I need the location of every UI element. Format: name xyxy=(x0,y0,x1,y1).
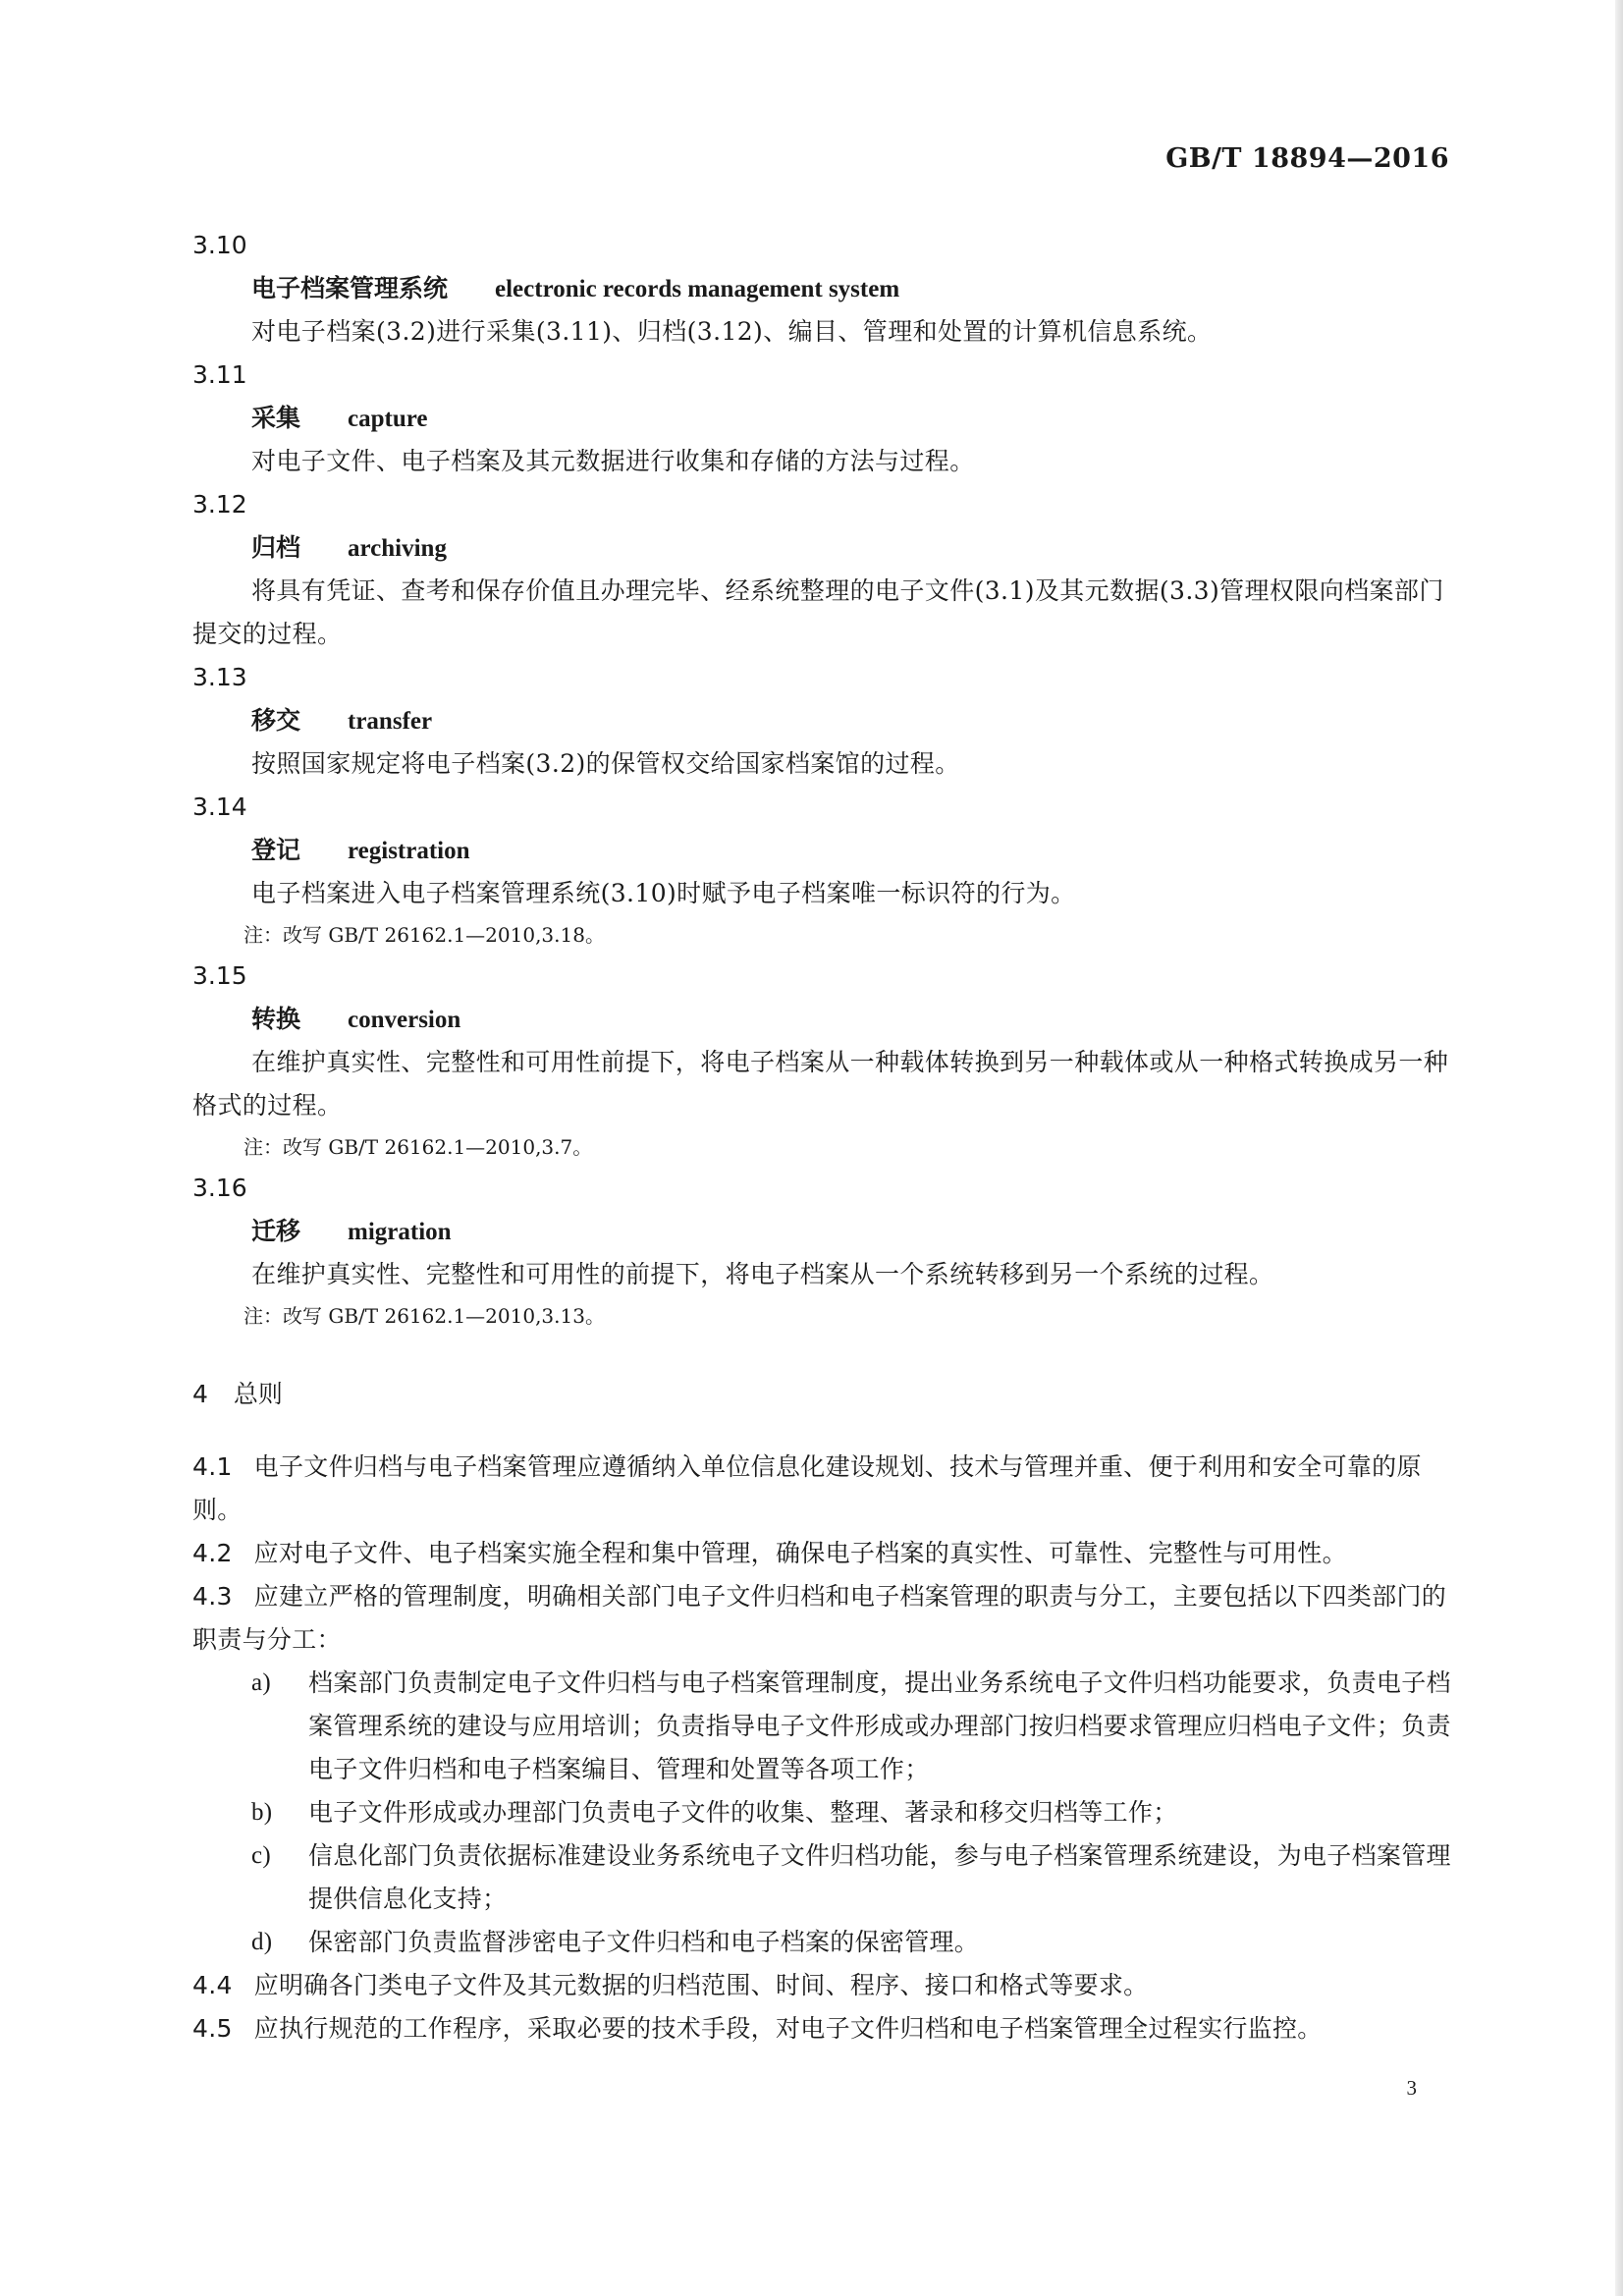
term-number: 3.10 xyxy=(192,231,247,259)
list-item-letter: c) xyxy=(251,1842,272,1869)
term-zh: 采集 xyxy=(251,404,301,432)
section-title: 总则 xyxy=(233,1380,283,1408)
term-en: archiving xyxy=(348,535,447,562)
clause-4-4 xyxy=(192,1964,1451,2007)
list-item-text: 保密部门负责监督涉密电子文件归档和电子档案的保密管理。 xyxy=(308,1928,980,1956)
term-definition: 对电子文件、电子档案及其元数据进行收集和存储的方法与过程。 xyxy=(251,447,975,475)
clause-text: 应执行规范的工作程序，采取必要的技术手段，对电子文件归档和电子档案管理全过程实行监控。 xyxy=(253,2014,1323,2043)
term-number: 3.16 xyxy=(192,1174,247,1202)
term-title xyxy=(192,1210,1451,1253)
term-zh: 移交 xyxy=(251,706,301,735)
list-item xyxy=(251,1791,1451,1834)
term-en: migration xyxy=(348,1219,452,1245)
term-definition: 在维护真实性、完整性和可用性前提下，将电子档案从一种载体转换到另一种载体或从一种格式转换成另一种格式的过程。 xyxy=(192,1048,1449,1120)
term-definition: 电子档案进入电子档案管理系统(3.10)时赋予电子档案唯一标识符的行为。 xyxy=(251,879,1076,907)
term-zh: 转换 xyxy=(251,1005,301,1033)
clause-number: 4.2 xyxy=(192,1539,233,1567)
list-item-text: 档案部门负责制定电子文件归档与电子档案管理制度，提出业务系统电子文件归档功能要求，负责电子档案管理系统的建设与应用培训；负责指导电子文件形成或办理部门按归档要求管理应归档电子文件；负责电子文件归档和电子档案编目、管理和处置等各项工作； xyxy=(308,1668,1451,1783)
page-number: 3 xyxy=(1406,2076,1417,2100)
list-item-letter: d) xyxy=(251,1929,273,1955)
clause-4-1 xyxy=(192,1446,1451,1532)
term-definition: 将具有凭证、查考和保存价值且办理完毕、经系统整理的电子文件(3.1)及其元数据(3.3)管理权限向档案部门提交的过程。 xyxy=(192,576,1444,648)
list-item-letter: a) xyxy=(251,1669,272,1696)
section-heading xyxy=(192,1373,1451,1416)
list-item-text: 信息化部门负责依据标准建设业务系统电子文件归档功能，参与电子档案管理系统建设，为电子档案管理提供信息化支持； xyxy=(308,1841,1451,1913)
term-definition: 按照国家规定将电子档案(3.2)的保管权交给国家档案馆的过程。 xyxy=(251,749,960,778)
term-en: capture xyxy=(348,406,428,432)
term-number: 3.14 xyxy=(192,793,247,821)
clause-number: 4.3 xyxy=(192,1582,233,1611)
term-en: conversion xyxy=(348,1007,461,1033)
clause-4-2 xyxy=(192,1532,1451,1575)
term-title xyxy=(192,699,1451,742)
clause-4-3 xyxy=(192,1575,1451,1662)
term-number: 3.13 xyxy=(192,663,247,691)
list-item-letter: b) xyxy=(251,1799,273,1826)
term-definition: 在维护真实性、完整性和可用性的前提下，将电子档案从一个系统转移到另一个系统的过程。 xyxy=(251,1260,1274,1288)
term-zh: 归档 xyxy=(251,533,301,562)
clause-4-5 xyxy=(192,2007,1451,2050)
term-number: 3.15 xyxy=(192,961,247,990)
term-en: transfer xyxy=(348,708,433,735)
term-zh: 电子档案管理系统 xyxy=(251,274,449,302)
term-zh: 登记 xyxy=(251,836,301,864)
clause-text: 应对电子文件、电子档案实施全程和集中管理，确保电子档案的真实性、可靠性、完整性与可用性。 xyxy=(253,1539,1347,1567)
term-title xyxy=(192,998,1451,1041)
standard-code: GB/T 18894—2016 xyxy=(1165,143,1449,174)
list-item xyxy=(251,1662,1451,1791)
term-note: 注：改写 GB/T 26162.1—2010,3.13。 xyxy=(243,1304,605,1328)
clause-4-3-list xyxy=(192,1662,1451,1964)
term-note: 注：改写 GB/T 26162.1—2010,3.7。 xyxy=(243,1135,593,1159)
term-en: registration xyxy=(348,838,470,864)
clause-text: 应明确各门类电子文件及其元数据的归档范围、时间、程序、接口和格式等要求。 xyxy=(253,1971,1149,1999)
list-item xyxy=(251,1921,1451,1964)
clause-number: 4.1 xyxy=(192,1452,233,1481)
clause-number: 4.5 xyxy=(192,2014,233,2043)
term-number: 3.11 xyxy=(192,360,247,389)
term-title xyxy=(192,526,1451,570)
list-item-text: 电子文件形成或办理部门负责电子文件的收集、整理、著录和移交归档等工作； xyxy=(308,1798,1178,1827)
term-note: 注：改写 GB/T 26162.1—2010,3.18。 xyxy=(243,923,605,947)
term-title xyxy=(192,267,1451,310)
clause-text: 电子文件归档与电子档案管理应遵循纳入单位信息化建设规划、技术与管理并重、便于利用和安全可靠的原则。 xyxy=(192,1452,1422,1524)
term-title xyxy=(192,829,1451,872)
section-number: 4 xyxy=(192,1380,208,1408)
term-number: 3.12 xyxy=(192,490,247,519)
list-item xyxy=(251,1834,1451,1921)
term-title xyxy=(192,397,1451,440)
page-edge xyxy=(1615,0,1623,2296)
term-zh: 迁移 xyxy=(251,1217,301,1245)
document-body xyxy=(192,224,1451,2050)
term-en: electronic records management system xyxy=(495,276,900,302)
clause-text: 应建立严格的管理制度，明确相关部门电子文件归档和电子档案管理的职责与分工，主要包括以下四类部门的职责与分工： xyxy=(192,1582,1447,1654)
clause-number: 4.4 xyxy=(192,1971,233,1999)
term-definition: 对电子档案(3.2)进行采集(3.11)、归档(3.12)、编目、管理和处置的计算机信息系统。 xyxy=(251,317,1213,346)
